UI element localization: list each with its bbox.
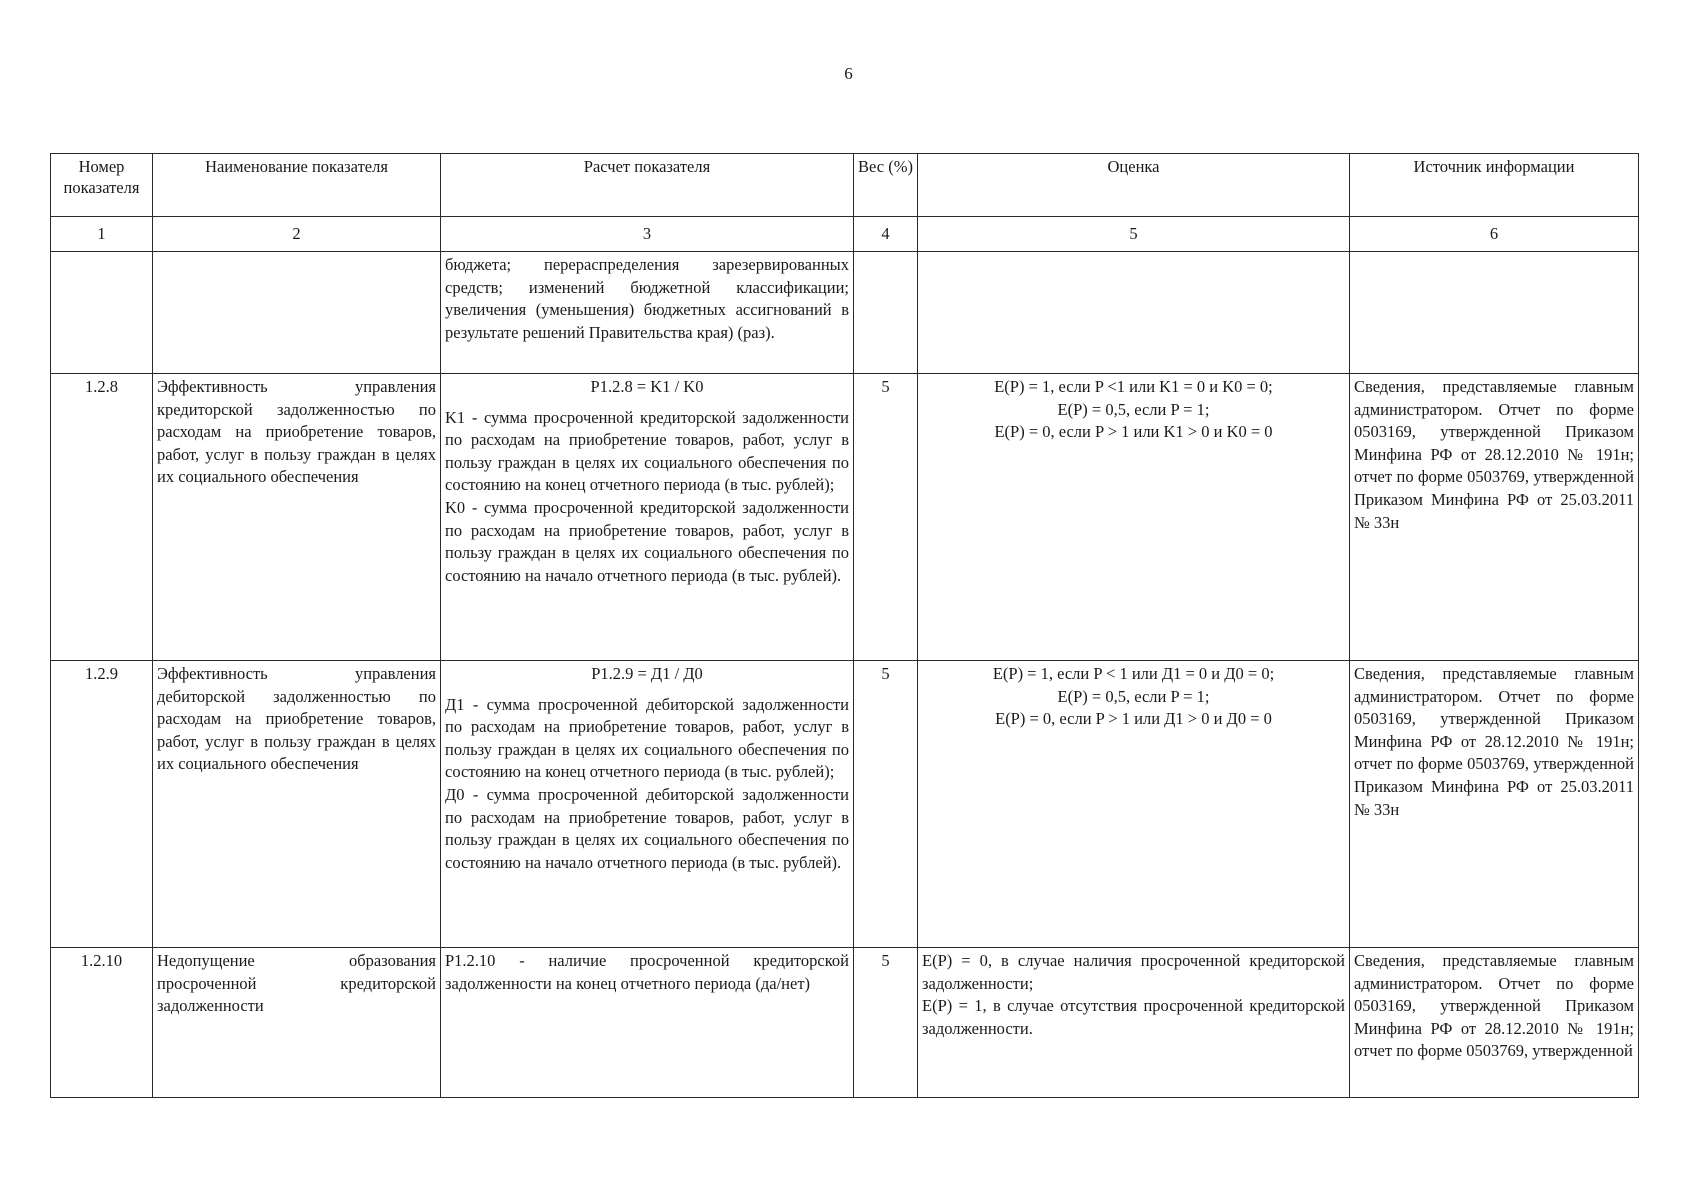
assessment-line: E(P) = 1, если P <1 или K1 = 0 и K0 = 0; <box>994 377 1273 396</box>
table-header-row <box>51 154 1639 217</box>
indicator-number: 1.2.9 <box>51 661 153 948</box>
column-number: 6 <box>1350 217 1639 252</box>
column-number: 5 <box>918 217 1350 252</box>
formula: P1.2.8 = K1 / K0 <box>590 377 704 396</box>
indicator-name: Недопущение образования просроченной кредиторской задолженности <box>153 948 441 1098</box>
indicator-weight: 5 <box>854 374 918 661</box>
column-number: 1 <box>51 217 153 252</box>
column-number: 3 <box>441 217 854 252</box>
column-number-row <box>51 217 1639 252</box>
assessment-line: E(P) = 0,5, если P = 1; <box>1057 399 1210 419</box>
source-text: Сведения, представляемые главным администратором. Отчет по форме 0503169, утвержденной Приказом Минфина РФ от 28.12.2010 № 191н; отчет по форме 0503769, утвержденной <box>1354 951 1634 1061</box>
indicator-table <box>50 153 1639 1098</box>
assessment-line: E(P) = 0,5, если P = 1; <box>1057 686 1210 706</box>
indicator-calculation <box>441 252 854 374</box>
indicator-number: 1.2.10 <box>51 948 153 1098</box>
assessment-line: E(P) = 1, если P < 1 или Д1 = 0 и Д0 = 0; <box>992 664 1275 683</box>
assessment-line: E(P) = 0, в случае наличия просроченной кредиторской задолженности; <box>922 951 1345 993</box>
indicator-source: Сведения, представляемые главным администратором. Отчет по форме 0503169, утвержденной Приказом Минфина РФ от 28.12.2010 № 191н; отчет по форме 0503769, утвержденной Приказом Минфина РФ от 25.03.2011 № 33н <box>1350 374 1639 661</box>
formula: P1.2.9 = Д1 / Д0 <box>591 664 703 683</box>
calculation-text: K0 - сумма просроченной кредиторской задолженности по расходам на приобретение товаров, работ, услуг в пользу граждан в целях их социального обеспечения по состоянию на начало отчетного периода (в тыс. рублей). <box>445 497 849 585</box>
indicator-source <box>1350 948 1639 1098</box>
indicator-source <box>1350 252 1639 374</box>
page-number: 6 <box>844 64 853 83</box>
column-number: 2 <box>153 217 441 252</box>
indicator-assessment <box>918 252 1350 374</box>
assessment-line: E(P) = 0, если P > 1 или Д1 > 0 и Д0 = 0 <box>995 709 1272 729</box>
header-name: Наименование показателя <box>153 154 441 217</box>
indicator-assessment <box>918 948 1350 1098</box>
indicator-calculation <box>441 374 854 661</box>
indicator-number <box>51 252 153 374</box>
indicator-name: Эффективность управления кредиторской задолженностью по расходам на приобретение товаров, работ, услуг в пользу граждан в целях их социального обеспечения <box>153 374 441 661</box>
indicator-weight: 5 <box>854 661 918 948</box>
assessment-line: E(P) = 1, в случае отсутствия просроченной кредиторской задолженности. <box>922 996 1345 1038</box>
table-row <box>51 252 1639 374</box>
table-row <box>51 948 1639 1098</box>
calculation-text: Д1 - сумма просроченной дебиторской задолженности по расходам на приобретение товаров, работ, услуг в пользу граждан в целях их социального обеспечения по состоянию на конец отчетного периода (в тыс. рублей); <box>445 694 849 782</box>
header-number: Номер показателя <box>51 154 153 217</box>
header-assessment: Оценка <box>918 154 1350 217</box>
assessment-line: E(P) = 0, если P > 1 или K1 > 0 и K0 = 0 <box>994 422 1273 442</box>
indicator-weight <box>854 252 918 374</box>
indicator-calculation <box>441 661 854 948</box>
indicator-assessment <box>918 374 1350 661</box>
indicator-source: Сведения, представляемые главным администратором. Отчет по форме 0503169, утвержденной Приказом Минфина РФ от 28.12.2010 № 191н; отчет по форме 0503769, утвержденной Приказом Минфина РФ от 25.03.2011 № 33н <box>1350 661 1639 948</box>
indicator-number: 1.2.8 <box>51 374 153 661</box>
indicator-calculation <box>441 948 854 1098</box>
table-row <box>51 374 1639 661</box>
indicator-weight: 5 <box>854 948 918 1098</box>
header-calculation: Расчет показателя <box>441 154 854 217</box>
column-number: 4 <box>854 217 918 252</box>
calculation-text: бюджета; перераспределения зарезервированных средств; изменений бюджетной классификации; увеличения (уменьшения) бюджетных ассигнований в результате решений Правительства края) (раз). <box>445 255 849 342</box>
table-row <box>51 661 1639 948</box>
indicator-name: Эффективность управления дебиторской задолженностью по расходам на приобретение товаров, работ, услуг в пользу граждан в целях их социального обеспечения <box>153 661 441 948</box>
indicator-name <box>153 252 441 374</box>
calculation-text: K1 - сумма просроченной кредиторской задолженности по расходам на приобретение товаров, работ, услуг в пользу граждан в целях их социального обеспечения по состоянию на конец отчетного периода (в тыс. рублей); <box>445 407 849 495</box>
header-source: Источник информации <box>1350 154 1639 217</box>
header-weight: Вес (%) <box>854 154 918 217</box>
indicator-assessment <box>918 661 1350 948</box>
calculation-text: Д0 - сумма просроченной дебиторской задолженности по расходам на приобретение товаров, работ, услуг в пользу граждан в целях их социального обеспечения по состоянию на начало отчетного периода (в тыс. рублей). <box>445 784 849 872</box>
calculation-text: P1.2.10 - наличие просроченной кредиторской задолженности на конец отчетного периода (да/нет) <box>445 951 849 993</box>
